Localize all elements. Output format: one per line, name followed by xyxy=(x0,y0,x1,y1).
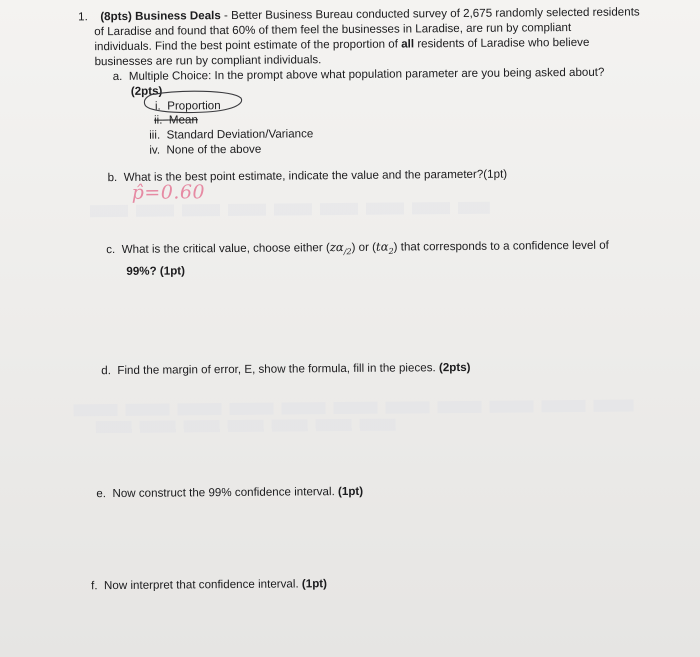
question-number: 1. xyxy=(78,10,88,24)
bleed-through-text xyxy=(96,419,396,434)
part-c-line-2: 99%? (1pt) xyxy=(126,264,186,278)
part-e-prompt: e. Now construct the 99% confidence interval. (1pt) xyxy=(96,484,364,501)
answer-circle-mark xyxy=(141,90,245,117)
option-ii: ii. Mean xyxy=(153,113,198,127)
question-1-line-4: businesses are run by compliant individuals. xyxy=(94,53,322,69)
part-f-prompt: f. Now interpret that confidence interval. (1pt) xyxy=(91,577,328,593)
handwritten-answer: p̂=0.60 xyxy=(131,181,206,204)
part-b-prompt: b. What is the best point estimate, indicate the value and the parameter?(1pt) xyxy=(107,167,508,185)
part-a-points: (2pts) xyxy=(130,84,163,98)
bleed-through-text xyxy=(74,399,634,416)
part-d-prompt: d. Find the margin of error, E, show the formula, fill in the pieces. (2pts) xyxy=(101,360,471,378)
question-points: (8pts) xyxy=(100,9,132,24)
option-i: i. Proportion xyxy=(154,99,221,113)
option-iv: iv. None of the above xyxy=(149,142,262,157)
question-text: - Better Business Bureau conducted survey of 2,675 randomly selected residents xyxy=(220,5,640,23)
part-c-prompt: c. What is the critical value, choose either $(z\alpha_{/2})$ or $(t\alpha_2)$ that corresponds to a confidence level of xyxy=(106,238,609,257)
bleed-through-text xyxy=(90,202,490,217)
question-title: Business Deals xyxy=(135,9,221,23)
question-1-line-2: of Laradise and found that 60% of them feel the businesses in Laradise, are run by compliant xyxy=(94,21,572,39)
question-1-line-3: individuals. Find the best point estimate of the proportion of all residents of Laradise who believe xyxy=(94,35,590,54)
part-a-prompt: a. Multiple Choice: In the prompt above what population parameter are you being asked about? xyxy=(112,65,605,84)
option-iii: iii. Standard Deviation/Variance xyxy=(149,127,314,142)
